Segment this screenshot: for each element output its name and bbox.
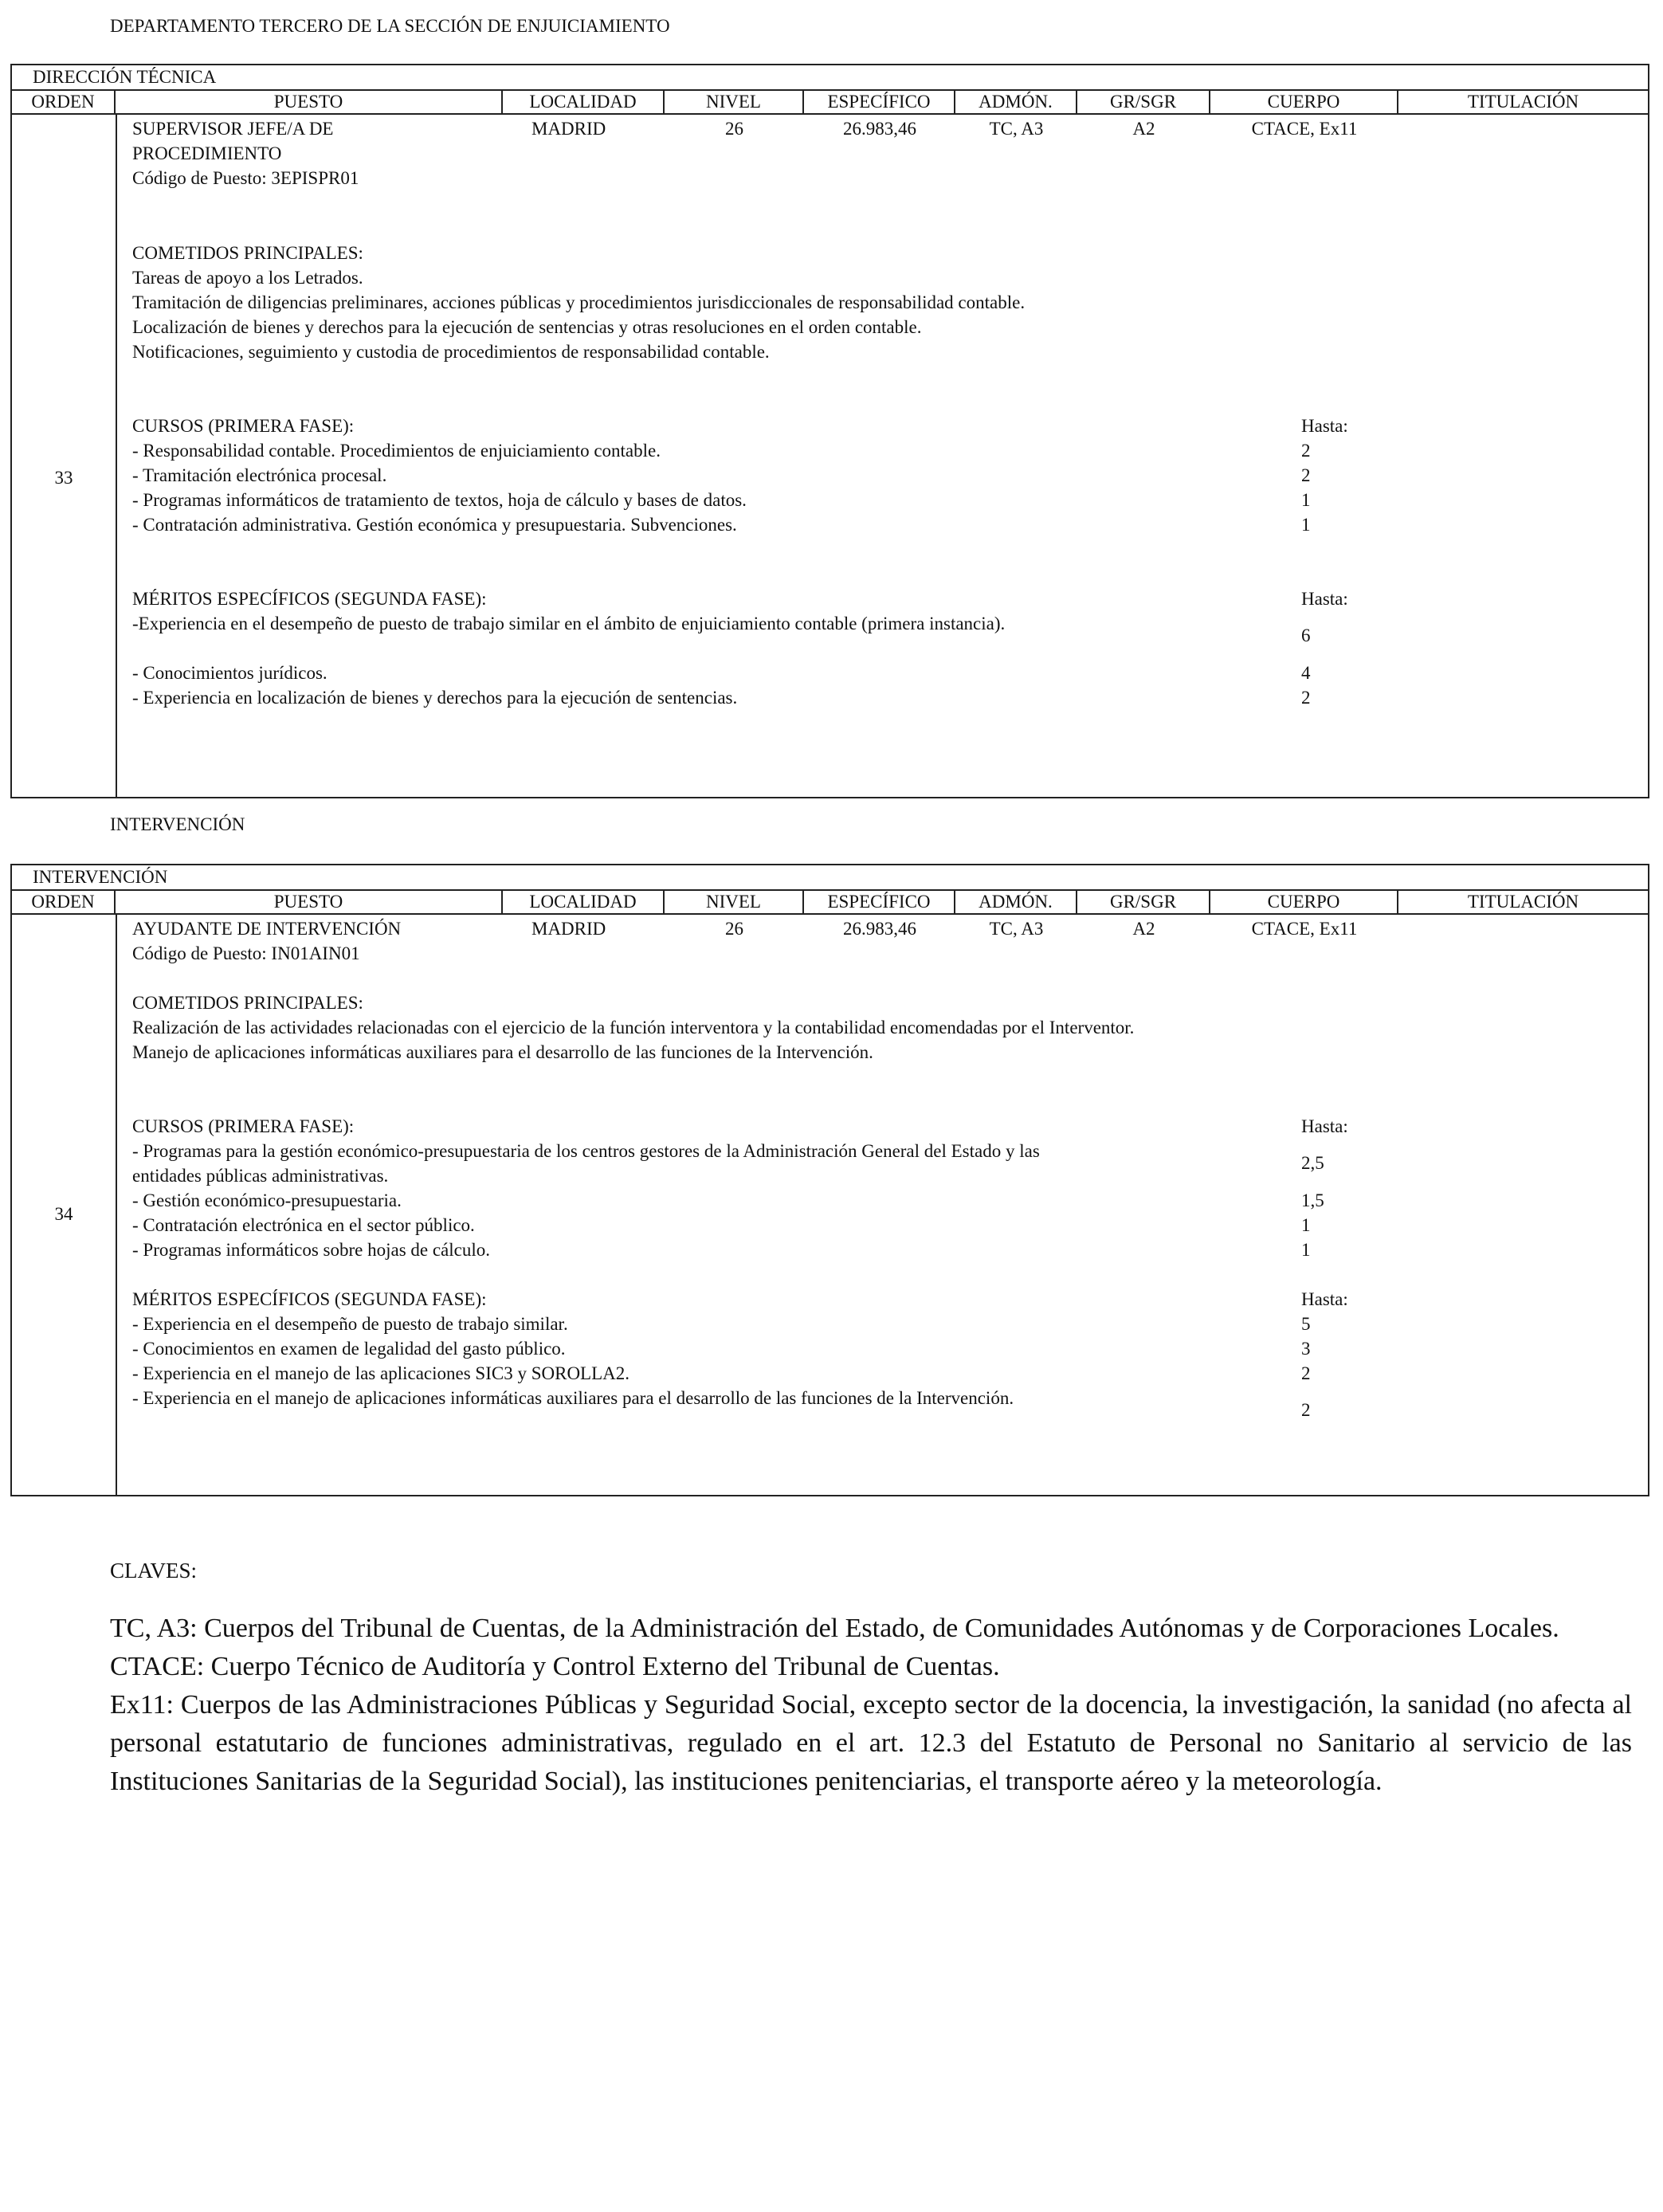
cursos-heading: CURSOS (PRIMERA FASE):: [132, 416, 355, 436]
hasta-label: Hasta:: [1301, 1116, 1348, 1136]
puesto-name-line-2: PROCEDIMIENTO: [132, 143, 282, 163]
col-localidad: LOCALIDAD: [503, 91, 665, 113]
orden-number: 33: [54, 468, 73, 488]
block-title: DIRECCIÓN TÉCNICA: [33, 67, 217, 87]
meritos-heading: MÉRITOS ESPECÍFICOS (SEGUNDA FASE):: [132, 589, 487, 609]
col-localidad: LOCALIDAD: [503, 891, 665, 913]
admon-value: TC, A3: [989, 119, 1044, 139]
job-block-intervencion: [10, 864, 1649, 1496]
col-cuerpo: CUERPO: [1210, 91, 1398, 113]
col-cuerpo: CUERPO: [1210, 891, 1398, 913]
merito-points: 2: [1301, 688, 1311, 708]
col-nivel: NIVEL: [665, 891, 804, 913]
claves-legend: [110, 1610, 1632, 1801]
curso-points: 1: [1301, 515, 1311, 535]
cometido-item: Realización de las actividades relacionadas con el ejercicio de la función interventora y la contabilidad encomendadas por el Interventor.: [132, 1018, 1135, 1037]
curso-points: 2: [1301, 465, 1311, 485]
col-puesto: PUESTO: [116, 91, 503, 113]
merito-points: 6: [1301, 626, 1311, 645]
puesto-name-line-1: AYUDANTE DE INTERVENCIÓN: [132, 919, 402, 939]
cometidos-heading: COMETIDOS PRINCIPALES:: [132, 243, 363, 263]
puesto-code: Código de Puesto: 3EPISPR01: [132, 168, 359, 188]
nivel-value: 26: [725, 119, 743, 139]
curso-points: 1: [1301, 1240, 1311, 1260]
col-especifico: ESPECÍFICO: [804, 91, 955, 113]
localidad-value: MADRID: [531, 919, 606, 939]
hasta-label: Hasta:: [1301, 1289, 1348, 1309]
hasta-label: Hasta:: [1301, 416, 1348, 436]
col-orden: ORDEN: [12, 91, 116, 113]
cometido-item: Tramitación de diligencias preliminares, acciones públicas y procedimientos jurisdiccionales de responsabilidad contable.: [132, 292, 1026, 312]
localidad-value: MADRID: [531, 119, 606, 139]
curso-points: 1: [1301, 1215, 1311, 1235]
curso-points: 2,5: [1301, 1153, 1324, 1173]
cuerpo-value: CTACE, Ex11: [1251, 919, 1358, 939]
merito-text: - Experiencia en el manejo de aplicaciones informáticas auxiliares para el desarrollo de las funciones de la Intervención.: [132, 1388, 1014, 1408]
cometido-item: Manejo de aplicaciones informáticas auxiliares para el desarrollo de las funciones de la Intervención.: [132, 1042, 873, 1062]
merito-points: 4: [1301, 663, 1311, 683]
curso-points: 1: [1301, 490, 1311, 510]
hasta-label: Hasta:: [1301, 589, 1348, 609]
claves-heading: CLAVES:: [110, 1559, 198, 1583]
clave-item: TC, A3: Cuerpos del Tribunal de Cuentas, de la Administración del Estado, de Comunidades Autónomas y de Corporaciones Locales.: [110, 1614, 1559, 1643]
merito-points: 2: [1301, 1363, 1311, 1383]
merito-text: - Experiencia en el manejo de las aplicaciones SIC3 y SOROLLA2.: [132, 1363, 630, 1383]
cursos-heading: CURSOS (PRIMERA FASE):: [132, 1116, 355, 1136]
cuerpo-value: CTACE, Ex11: [1251, 119, 1358, 139]
section-label-intervencion: INTERVENCIÓN: [110, 814, 245, 834]
col-nivel: NIVEL: [665, 91, 804, 113]
job-description: [132, 990, 1348, 1435]
orden-number: 34: [54, 1204, 73, 1224]
merito-points: 2: [1301, 1400, 1311, 1420]
department-title: DEPARTAMENTO TERCERO DE LA SECCIÓN DE ENJUICIAMIENTO: [110, 16, 670, 36]
meritos-heading: MÉRITOS ESPECÍFICOS (SEGUNDA FASE):: [132, 1289, 487, 1309]
col-admon: ADMÓN.: [955, 891, 1077, 913]
orden-divider: [116, 113, 117, 797]
col-grsgr: GR/SGR: [1077, 91, 1210, 113]
curso-points: 2: [1301, 441, 1311, 461]
merito-points: 3: [1301, 1339, 1311, 1359]
especifico-value: 26.983,46: [843, 119, 916, 139]
curso-text: - Contratación electrónica en el sector público.: [132, 1215, 475, 1235]
col-titulacion: TITULACIÓN: [1467, 892, 1579, 912]
admon-value: TC, A3: [989, 919, 1044, 939]
merito-text: - Conocimientos en examen de legalidad del gasto público.: [132, 1339, 566, 1359]
grsgr-value: A2: [1132, 919, 1155, 939]
clave-item: Ex11: Cuerpos de las Administraciones Públicas y Seguridad Social, excepto sector de la docencia, la investigación, la sanidad (no afecta al personal estatutario de funciones administrativas, regulado en el art. 12.3 del Estatuto de Personal no Sanitario al servicio de las Instituciones Sanitarias de la Seguridad Social), las instituciones penitenciarias, el transporte aéreo y la meteorología.: [110, 1690, 1632, 1796]
table-header: [12, 89, 1648, 115]
block-title: INTERVENCIÓN: [33, 867, 168, 887]
curso-text: - Tramitación electrónica procesal.: [132, 465, 387, 485]
curso-text: - Contratación administrativa. Gestión económica y presupuestaria. Subvenciones.: [132, 515, 737, 535]
col-grsgr: GR/SGR: [1077, 891, 1210, 913]
col-especifico: ESPECÍFICO: [804, 891, 955, 913]
cometido-item: Tareas de apoyo a los Letrados.: [132, 268, 363, 288]
col-admon: ADMÓN.: [955, 91, 1077, 113]
col-orden: ORDEN: [12, 891, 116, 913]
merito-text: - Experiencia en el desempeño de puesto de trabajo similar.: [132, 1314, 568, 1334]
merito-points: 5: [1301, 1314, 1311, 1334]
curso-points: 1,5: [1301, 1190, 1324, 1210]
curso-text: - Programas informáticos de tratamiento de textos, hoja de cálculo y bases de datos.: [132, 490, 747, 510]
merito-text: -Experiencia en el desempeño de puesto de trabajo similar en el ámbito de enjuiciamiento contable (primera instancia).: [132, 614, 1006, 633]
col-puesto: PUESTO: [116, 891, 503, 913]
curso-text: - Responsabilidad contable. Procedimientos de enjuiciamiento contable.: [132, 441, 661, 461]
cometidos-heading: COMETIDOS PRINCIPALES:: [132, 993, 363, 1013]
clave-item: CTACE: Cuerpo Técnico de Auditoría y Control Externo del Tribunal de Cuentas.: [110, 1652, 1000, 1681]
col-titulacion: TITULACIÓN: [1467, 92, 1579, 112]
puesto-code: Código de Puesto: IN01AIN01: [132, 943, 360, 963]
curso-text: - Programas informáticos sobre hojas de cálculo.: [132, 1240, 491, 1260]
especifico-value: 26.983,46: [843, 919, 916, 939]
curso-text: - Programas para la gestión económico-presupuestaria de los centros gestores de la Administración General del Estado y las entidades públicas administrativas.: [132, 1141, 1040, 1186]
table-header: [12, 889, 1648, 915]
nivel-value: 26: [725, 919, 743, 939]
puesto-name-line-1: SUPERVISOR JEFE/A DE: [132, 119, 334, 139]
orden-divider: [116, 913, 117, 1495]
job-description: [132, 241, 1348, 710]
grsgr-value: A2: [1132, 119, 1155, 139]
merito-text: - Experiencia en localización de bienes y derechos para la ejecución de sentencias.: [132, 688, 738, 708]
cometido-item: Localización de bienes y derechos para la ejecución de sentencias y otras resoluciones en el orden contable.: [132, 317, 922, 337]
merito-text: - Conocimientos jurídicos.: [132, 663, 328, 683]
curso-text: - Gestión económico-presupuestaria.: [132, 1190, 402, 1210]
cometido-item: Notificaciones, seguimiento y custodia de procedimientos de responsabilidad contable.: [132, 342, 770, 362]
job-block-direccion-tecnica: [10, 64, 1649, 798]
